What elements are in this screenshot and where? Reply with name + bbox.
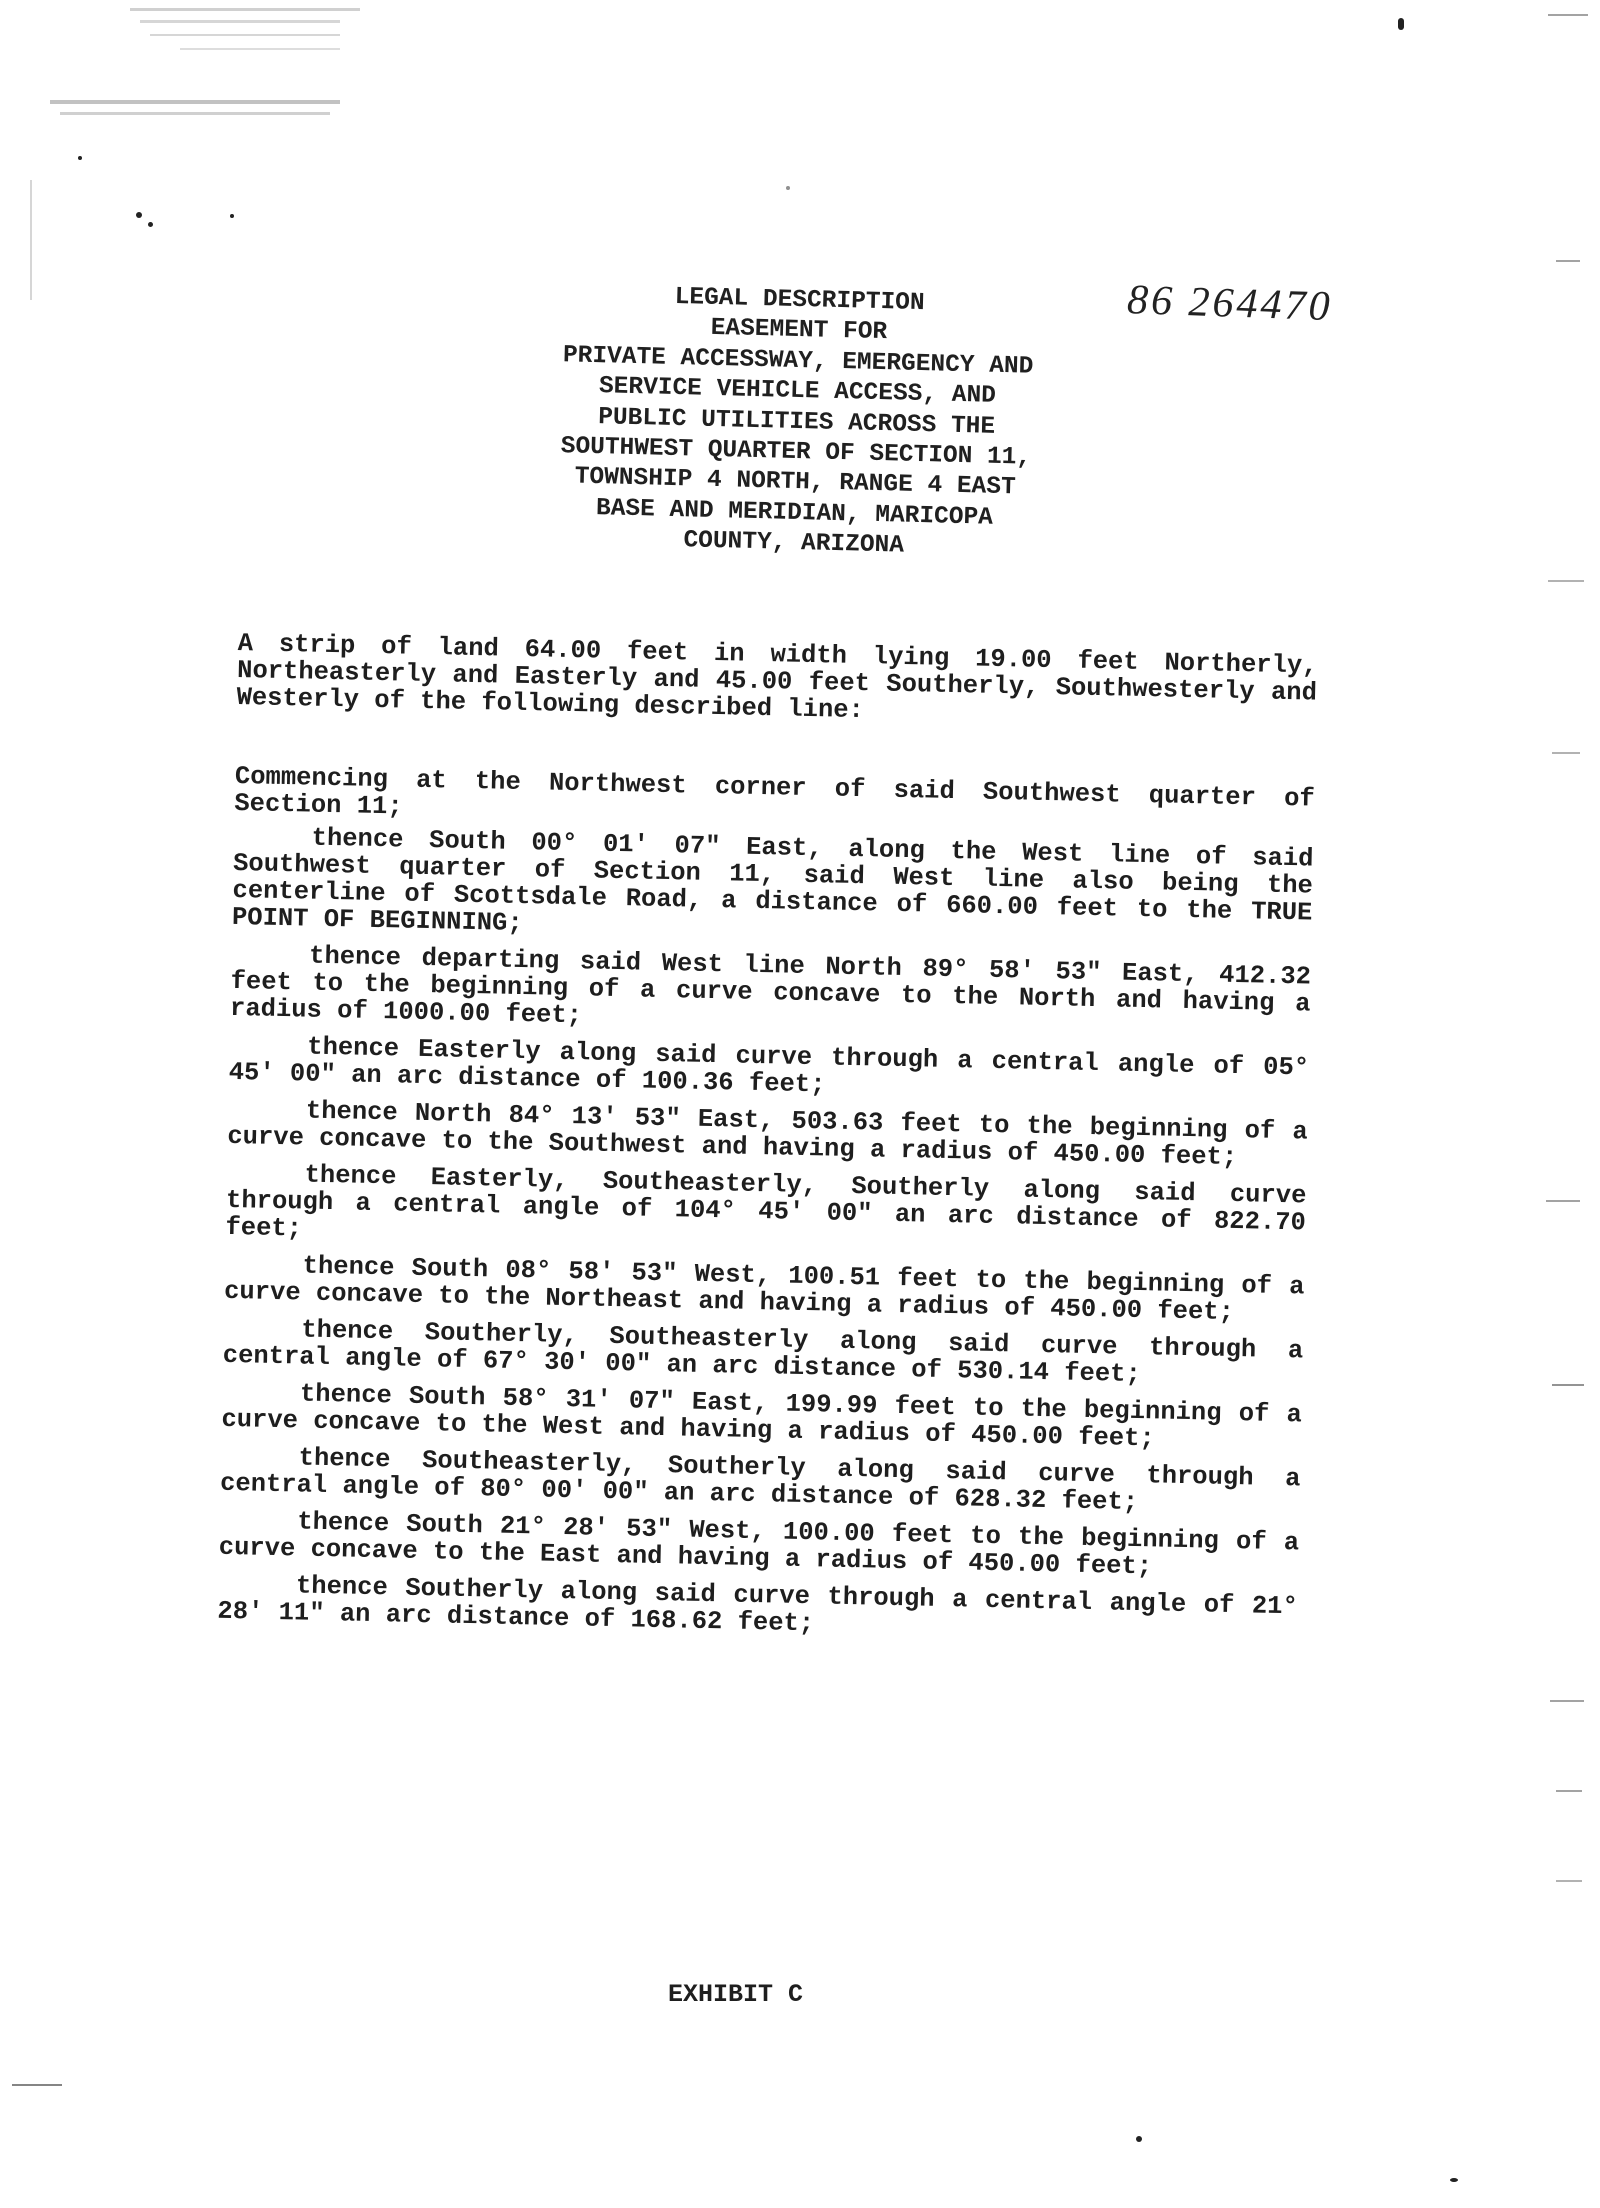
title-line: SOUTHWEST QUARTER OF SECTION 11, xyxy=(560,433,1032,472)
call-text: thence North 84° 13' 53" East, 503.63 feet to the beginning of a curve concave to the Southwest and having a radius of 450.00 feet; xyxy=(227,1096,1309,1173)
call-paragraph xyxy=(225,1160,1306,1264)
commencing-paragraph: Commencing at the Northwest corner of said Southwest quarter of Section 11; xyxy=(234,761,1315,822)
call-paragraph xyxy=(228,1032,1309,1109)
title-line: PUBLIC UTILITIES ACROSS THE xyxy=(597,403,996,441)
call-text: thence South 08° 58' 53" West, 100.51 feet to the beginning of a curve concave to the Northeast and having a radius of 450.00 feet; xyxy=(223,1251,1305,1328)
call-paragraph xyxy=(220,1443,1301,1520)
title-line: LEGAL DESCRIPTION xyxy=(674,283,925,318)
title-line: COUNTY, ARIZONA xyxy=(683,527,905,560)
call-paragraph xyxy=(219,1507,1300,1584)
call-paragraph xyxy=(221,1379,1302,1456)
call-paragraph xyxy=(224,1251,1305,1328)
call-text: thence South 58° 31' 07" East, 199.99 feet to the beginning of a curve concave to the West and having a radius of 450.00 feet; xyxy=(221,1379,1303,1454)
call-text: thence Southeasterly, Southerly along said curve through a central angle of 80° 00' 00" an arc distance of 628.32 feet; xyxy=(219,1443,1301,1518)
call-paragraph xyxy=(223,1315,1304,1392)
title-line: BASE AND MERIDIAN, MARICOPA xyxy=(595,494,994,532)
call-paragraph xyxy=(217,1571,1298,1648)
legal-description-body xyxy=(217,630,1318,1657)
recording-number: 86 264470 xyxy=(1126,276,1334,331)
exhibit-label: EXHIBIT C xyxy=(668,1980,804,2009)
call-text: thence Southerly along said curve through a central angle of 21° 28' 11" an arc distance of 168.62 feet; xyxy=(217,1571,1299,1639)
call-paragraph xyxy=(232,823,1314,954)
title-line: SERVICE VEHICLE ACCESS, AND xyxy=(598,373,997,411)
title-line: PRIVATE ACCESSWAY, EMERGENCY AND xyxy=(562,342,1034,381)
call-text: thence Southerly, Southeasterly along said curve through a central angle of 67° 30' 00" an arc distance of 530.14 feet; xyxy=(222,1315,1304,1390)
call-paragraph xyxy=(230,941,1311,1045)
call-text: thence South 00° 01' 07" East, along the West line of said Southwest quarter of Section 11, said West line also being the centerline of Scottsdale Road, a distance of 660.00 feet to the TRUE POINT OF BEGINNING; xyxy=(231,823,1314,939)
intro-paragraph: A strip of land 64.00 feet in width lying 19.00 feet Northerly, Northeasterly and Easterly and 45.00 feet Southerly, Southwesterly and Westerly of the following described line: xyxy=(236,629,1318,726)
call-text: thence departing said West line North 89° 58' 53" East, 412.32 feet to the beginning of a curve concave to the North and having a radius of 1000.00 feet; xyxy=(229,941,1312,1031)
call-text: thence Easterly along said curve through a central angle of 05° 45' 00" an arc distance of 100.36 feet; xyxy=(228,1032,1310,1100)
call-text: thence Easterly, Southeasterly, Southerly along said curve through a central angle of 104° 45' 00" an arc distance of 822.70 feet; xyxy=(225,1160,1307,1244)
legal-description-title xyxy=(463,278,1129,568)
title-line: TOWNSHIP 4 NORTH, RANGE 4 EAST xyxy=(574,463,1016,502)
call-text: thence South 21° 28' 53" West, 100.00 feet to the beginning of a curve concave to the East and having a radius of 450.00 feet; xyxy=(218,1507,1300,1582)
title-line: EASEMENT FOR xyxy=(710,315,888,347)
call-paragraph xyxy=(227,1096,1308,1173)
